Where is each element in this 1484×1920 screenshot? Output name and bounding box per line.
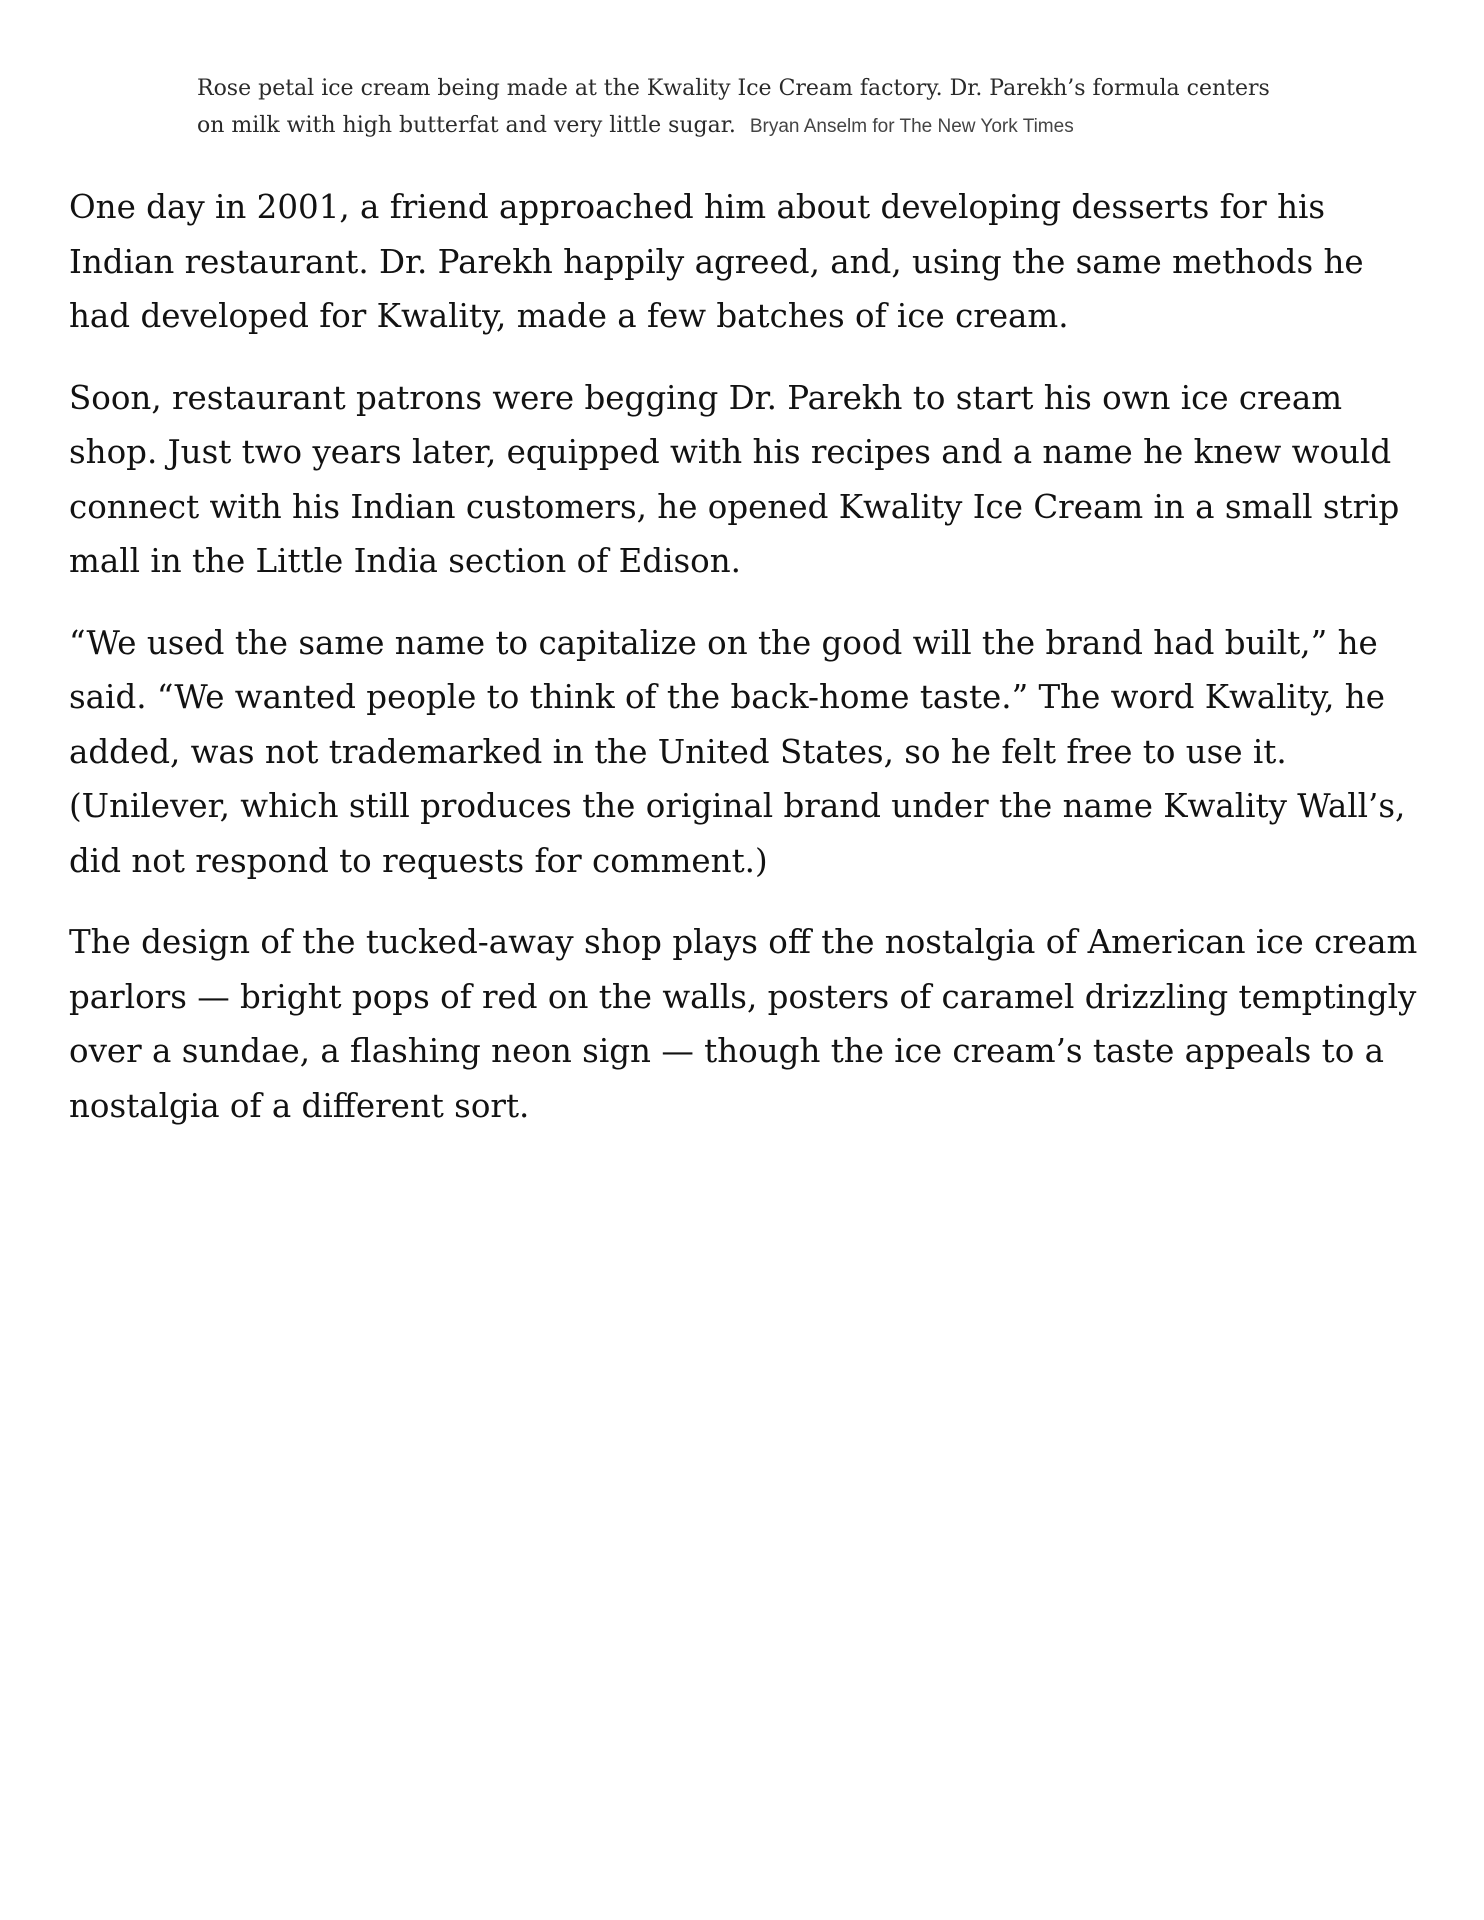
- paragraph: One day in 2001, a friend approached him about developing desserts for his Indian restaurant. Dr. Parekh happily agreed, and, using the same methods he had developed for Kwality, made a few batches of ice cream.: [69, 188, 1364, 335]
- paragraph: “We used the same name to capitalize on the good will the brand had built,” he said. “We wanted people to think of the back-home taste.” The word Kwality, he added, was not trademarked in the United States, so he felt free to use it. (Unilever, which still produces the original brand under the name Kwality Wall’s, did not respond to requests for comment.): [69, 623, 1406, 880]
- article-body: [69, 180, 1429, 1160]
- paragraph: The design of the tucked-away shop plays off the nostalgia of American ice cream parlors — bright pops of red on the walls, posters of caramel drizzling temptingly over a sundae, a flashing neon sign — though the ice cream’s taste appeals to a nostalgia of a different sort.: [69, 923, 1418, 1125]
- image-caption: [197, 70, 1277, 145]
- photo-credit: Bryan Anselm for The New York Times: [749, 116, 1074, 137]
- caption-text: Rose petal ice cream being made at the Kwality Ice Cream factory. Dr. Parekh’s formula centers on milk with high butterfat and very little sugar.: [197, 76, 1270, 138]
- paragraph: Soon, restaurant patrons were begging Dr. Parekh to start his own ice cream shop. Just two years later, equipped with his recipes and a name he knew would connect with his Indian customers, he opened Kwality Ice Cream in a small strip mall in the Little India section of Edison.: [69, 378, 1400, 580]
